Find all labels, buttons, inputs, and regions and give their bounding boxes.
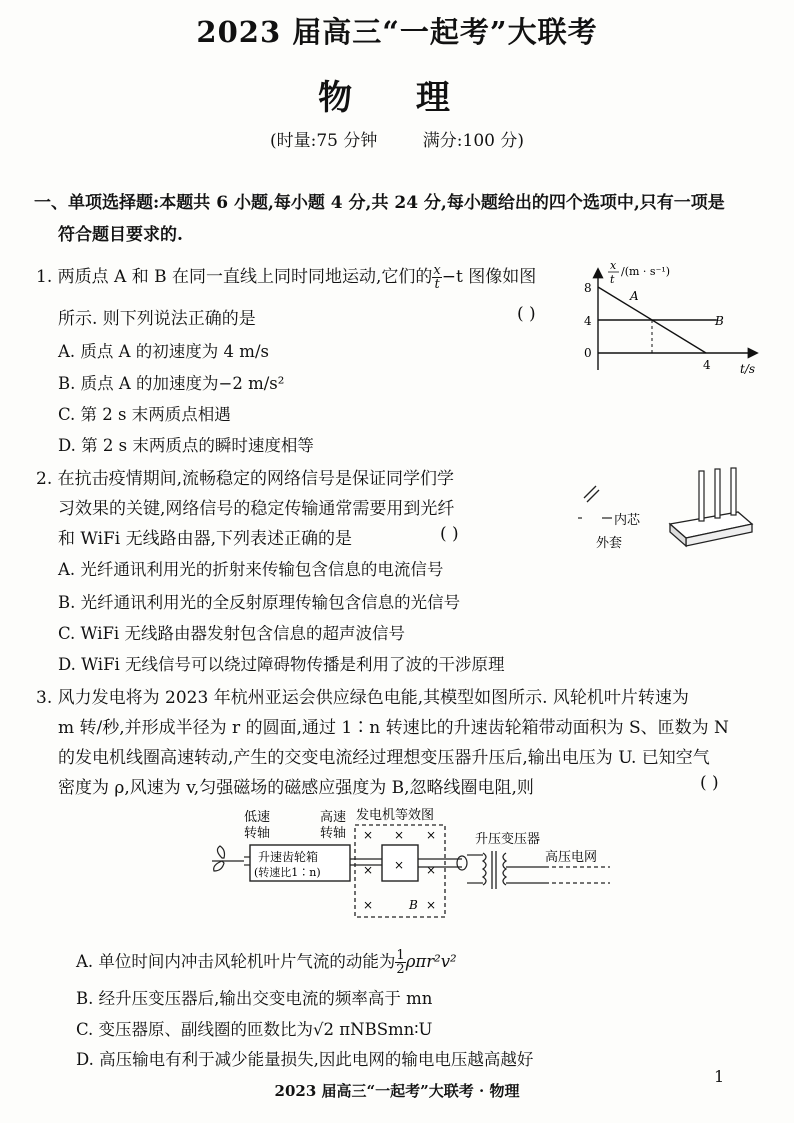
high-speed-label-1: 高速 [320, 810, 347, 825]
q2-figure [568, 466, 778, 576]
wifi-router-icon [670, 468, 752, 546]
q3-option-b: B. 经升压变压器后,输出交变电流的频率高于 mn [76, 989, 433, 1008]
q3-stem-2: m 转/秒,并形成半径为 r 的圆面,通过 1∶n 转速比的升速齿轮箱带动面积为 S、匝数为 N [58, 718, 729, 738]
q1-frac-num: x [433, 263, 441, 278]
svg-text:×: × [363, 828, 374, 842]
page-number: 1 [714, 1067, 725, 1086]
optical-fiber-icon [578, 486, 612, 518]
x-axis-label: t/s [740, 362, 756, 376]
q1-fraction [432, 264, 441, 291]
q1-stem-text-a: 1. 两质点 A 和 B 在同一直线上同时同地运动,它们的 [36, 267, 433, 287]
svg-text:×: × [426, 898, 437, 912]
q2-option-d: D. WiFi 无线信号可以绕过障碍物传播是利用了波的干涉原理 [58, 655, 505, 674]
fiber-cladding-label: 外套 [596, 536, 623, 551]
q2-answer-paren: ( ) [440, 524, 459, 544]
q1-stem-2: 所示. 则下列说法正确的是 [58, 309, 256, 329]
q3-option-c: C. 变压器原、副线圈的匝数比为√2 πNBSmn∶U [76, 1020, 433, 1039]
fiber-core-label: 内芯 [614, 513, 641, 528]
y-frac-num: x [610, 259, 617, 272]
transformer-label: 升压变压器 [475, 832, 541, 847]
generator-title: 发电机等效图 [356, 808, 435, 823]
q2-option-c: C. WiFi 无线路由器发射包含信息的超声波信号 [58, 624, 405, 643]
svg-text:×: × [394, 858, 405, 872]
q1-option-a: A. 质点 A 的初速度为 4 m/s [58, 342, 269, 361]
tick-x-4: 4 [703, 358, 711, 372]
low-speed-label-1: 低速 [244, 810, 271, 825]
tick-y-4: 4 [584, 314, 592, 328]
svg-text:×: × [394, 828, 405, 842]
q1-graph [578, 255, 768, 385]
q3-stem-1: 3. 风力发电将为 2023 年杭州亚运会供应绿色电能,其模型如图所示. 风轮机叶片转速为 [36, 688, 689, 708]
y-axis-label: /(m · s⁻¹) [621, 265, 671, 278]
exam-info [0, 126, 794, 151]
q1-option-d: D. 第 2 s 末两质点的瞬时速度相等 [58, 436, 314, 455]
step-up-transformer [483, 851, 506, 889]
q2-stem-2: 习效果的关键,网络信号的稳定传输通常需要用到光纤 [58, 499, 455, 519]
field-b-label: B [409, 898, 418, 912]
q2-option-b: B. 光纤通讯利用光的全反射原理传输包含信息的光信号 [58, 593, 461, 612]
time-limit: (时量:75 分钟 [269, 131, 378, 151]
q3-frac-num: 1 [396, 948, 405, 963]
subject-title: 物 理 [318, 78, 476, 118]
q1-option-c: C. 第 2 s 末两质点相遇 [58, 405, 231, 424]
q1-option-b: B. 质点 A 的加速度为−2 m/s² [58, 374, 285, 393]
q3-figure [200, 803, 630, 925]
q2-stem-3: 和 WiFi 无线路由器,下列表述正确的是 [58, 529, 353, 549]
q1-stem [36, 262, 536, 291]
q3-frac-den: 2 [396, 962, 405, 977]
q2-option-a: A. 光纤通讯利用光的折射来传输包含信息的电流信号 [58, 560, 444, 579]
q3-stem-4: 密度为 ρ,风速为 v,匀强磁场的磁感应强度为 B,忽略线圈电阻,则 [58, 778, 534, 798]
series-a-label: A [630, 289, 639, 303]
q3-stem-3: 的发电机线圈高速转动,产生的交变电流经过理想变压器升压后,输出电压为 U. 已知空气 [58, 748, 710, 768]
page-footer: 2023 届高三“一起考”大联考 · 物理 [274, 1082, 520, 1100]
q1-frac-den: t [434, 277, 440, 292]
q1-answer-paren: ( ) [517, 304, 536, 324]
high-speed-label-2: 转轴 [320, 826, 347, 841]
low-speed-label-2: 转轴 [244, 826, 271, 841]
grid-label: 高压电网 [545, 850, 598, 865]
q3-option-a [76, 948, 457, 976]
q3-answer-paren: ( ) [700, 773, 719, 793]
q3-option-a-fraction [395, 949, 405, 976]
q1-series-group [598, 287, 717, 353]
section-heading: 一、单项选择题:本题共 6 小题,每小题 4 分,共 24 分,每小题给出的四个选项中,只有一项是 [34, 193, 725, 213]
tick-y-0: 0 [584, 346, 592, 360]
wind-turbine-icon [212, 846, 244, 871]
full-score: 满分:100 分) [422, 131, 525, 151]
q3-option-d: D. 高压输电有利于减少能量损失,因此电网的输电电压越高越好 [76, 1050, 534, 1069]
svg-text:×: × [426, 863, 437, 877]
q1-stem-text-b: −t 图像如图 [441, 267, 537, 287]
section-heading-cont: 符合题目要求的. [58, 225, 183, 245]
svg-text:×: × [426, 828, 437, 842]
exam-title: 2023 届高三“一起考”大联考 [196, 15, 598, 49]
y-frac-den: t [610, 273, 615, 286]
svg-text:×: × [363, 863, 374, 877]
series-b-label: B [715, 314, 724, 328]
q2-stem-1: 2. 在抗击疫情期间,流畅稳定的网络信号是保证同学们学 [36, 469, 455, 489]
q3-option-a-text: A. 单位时间内冲击风轮机叶片气流的动能为 [76, 952, 396, 971]
tick-y-8: 8 [584, 281, 592, 295]
q3-option-a-formula: ρπr²v² [405, 952, 457, 971]
gearbox-label-1: 升速齿轮箱 [258, 850, 319, 864]
gearbox-label-2: (转速比1∶n) [254, 866, 321, 879]
svg-text:×: × [363, 898, 374, 912]
